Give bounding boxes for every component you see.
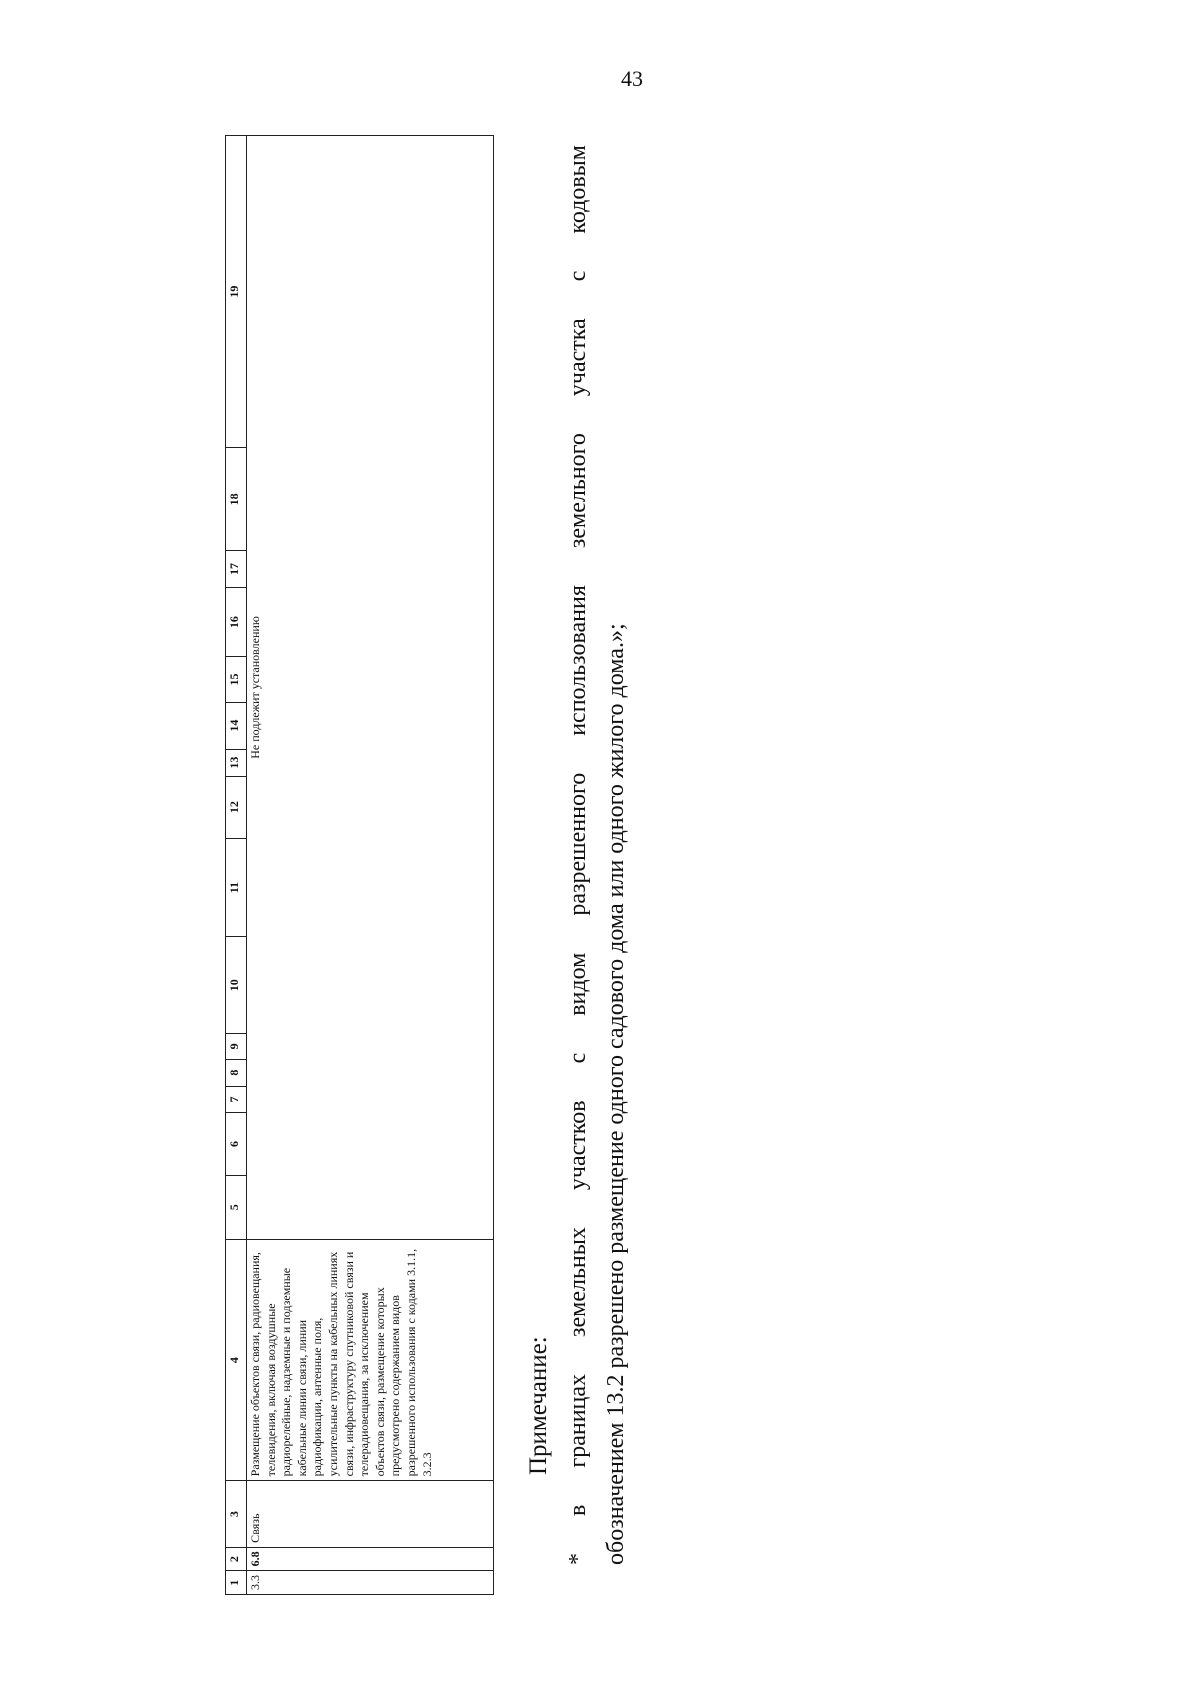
header-cell: 13 <box>226 749 247 776</box>
cell-use-name: Связь <box>247 1481 494 1548</box>
header-cell: 1 <box>226 1571 247 1595</box>
header-cell: 6 <box>226 1113 247 1175</box>
header-cell: 18 <box>226 448 247 551</box>
header-cell: 11 <box>226 838 247 937</box>
header-cell: 12 <box>226 776 247 838</box>
header-cell: 14 <box>226 702 247 749</box>
rotated-content <box>225 135 645 1595</box>
note-line-2: обозначением 13.2 разрешено размещение одного садового дома или одного жилого дома.»; <box>603 623 629 1565</box>
cell-index: 3.3 <box>247 1571 494 1595</box>
cell-use-description: Размещение объектов связи, радиовещания, телевидения, включая воздушные радиорелейные, надземные и подземные кабельные линии связи, линии радиофикации, антенные поля, усилительные пункты на кабельных линиях связи, инфраструктуру спутниковой связи и телерадиовещания, за исключением объектов связи, размещение которых предусмотрено содержанием видов разрешенного использования с кодами 3.1.1, 3.2.3 <box>247 1239 494 1480</box>
header-cell: 2 <box>226 1547 247 1571</box>
header-cell: 4 <box>226 1239 247 1480</box>
header-cell: 15 <box>226 657 247 702</box>
header-cell: 8 <box>226 1059 247 1086</box>
header-cell: 3 <box>226 1481 247 1548</box>
header-cell: 9 <box>226 1034 247 1060</box>
header-cell: 16 <box>226 587 247 657</box>
header-cell: 19 <box>226 136 247 448</box>
note-title: Примечание: <box>525 1336 552 1475</box>
regulations-table <box>225 135 494 1595</box>
header-cell: 10 <box>226 937 247 1034</box>
header-cell: 7 <box>226 1086 247 1113</box>
table-header-row <box>226 136 247 1595</box>
cell-code: 6.8 <box>247 1547 494 1571</box>
header-cell: 17 <box>226 551 247 587</box>
table-row <box>247 136 494 1595</box>
header-cell: 5 <box>226 1175 247 1239</box>
page-number: 43 <box>621 66 643 91</box>
note-line-1: * в границах земельных участков с видом разрешенного использования земельного участка с кодовым <box>565 145 591 1565</box>
cell-not-applicable: Не подлежит установлению <box>247 136 494 1240</box>
